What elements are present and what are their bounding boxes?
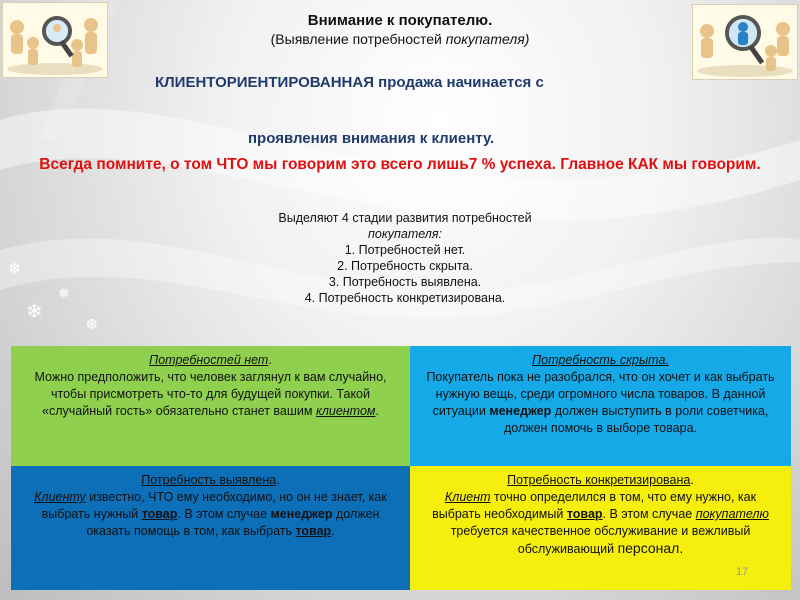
stage-item: 4. Потребность конкретизирована.	[304, 291, 506, 305]
stages-intro: Выделяют 4 стадии развития потребностей	[278, 211, 532, 225]
box-body	[23, 369, 398, 420]
slide-subtitle	[160, 30, 640, 48]
box-text: известно, ЧТО ему необходимо, но он не знает, как выбрать нужный	[41, 490, 387, 521]
box-text: . В этом случае	[177, 507, 271, 521]
box-heading	[23, 472, 398, 489]
product-link[interactable]: товар	[141, 507, 178, 521]
box-text: персонал.	[617, 540, 684, 556]
client-link[interactable]: Клиент	[444, 490, 491, 504]
stages-intro-italic: покупателя:	[368, 227, 442, 241]
slide-title: Внимание к покупателю.	[307, 12, 493, 29]
box-heading	[23, 352, 398, 369]
box-text: .	[375, 404, 379, 418]
client-link[interactable]: клиентом	[315, 404, 376, 418]
box-text: . В этом случае	[602, 507, 696, 521]
box-no-need	[11, 346, 410, 466]
box-body	[23, 489, 398, 540]
snowflake-icon: ❆	[86, 316, 98, 332]
red-note: Всегда помните, о том ЧТО мы говорим это всего лишь7 % успеха. Главное КАК мы говорим.	[39, 156, 761, 173]
headline-attention: проявления внимания к клиенту.	[248, 130, 495, 147]
box-heading-text: Потребность конкретизирована	[507, 473, 691, 487]
box-text: должен выступить в роли советчика, должен помочь в выборе товара.	[503, 404, 769, 435]
subtitle-italic: покупателя)	[445, 31, 530, 47]
page-number: 17	[736, 566, 749, 578]
stage-item: 3. Потребность выявлена.	[328, 275, 482, 289]
box-heading	[422, 472, 779, 489]
people-magnifier-illustration-left	[2, 2, 108, 78]
box-text: Покупатель пока не разобрался, что он хочет и как выбрать нужную вещь, среди огромного числа товаров. В данной ситуации	[426, 370, 775, 418]
box-heading-tail: .	[690, 473, 694, 487]
needs-stages	[210, 210, 600, 306]
subtitle-text: (Выявление потребностей	[270, 31, 446, 47]
box-body	[422, 369, 779, 437]
stage-item: 2. Потребность скрыта.	[337, 259, 473, 273]
box-revealed-need	[11, 466, 410, 590]
box-text: Можно предположить, что человек заглянул к вам случайно, чтобы присмотреть что-то для будущей покупки. Такой «случайный гость» обязательно станет вашим	[34, 370, 387, 418]
box-text: требуется качественное обслуживание и вежливый обслуживающий	[450, 524, 751, 556]
customer-link[interactable]: покупателю	[695, 507, 769, 521]
box-text: точно определился в том, что ему нужно, как выбрать необходимый	[432, 490, 757, 521]
box-heading	[422, 352, 779, 369]
box-text: .	[331, 524, 335, 538]
headline-client-oriented: КЛИЕНТОРИЕНТИРОВАННАЯ продажа начинается с	[155, 74, 544, 91]
product-link[interactable]: товар	[566, 507, 603, 521]
client-link[interactable]: Клиенту	[34, 490, 86, 504]
people-magnifier-illustration-right	[692, 4, 798, 80]
box-heading-text: Потребностей нет	[149, 353, 269, 367]
snowflake-icon: ❄	[26, 301, 43, 323]
manager-word: менеджер	[489, 404, 552, 418]
box-text: должен оказать помощь в том, как выбрать	[86, 507, 380, 538]
product-link[interactable]: товар	[295, 524, 332, 538]
box-heading-text: Потребность выявлена	[141, 473, 277, 487]
box-hidden-need	[410, 346, 791, 466]
slide-title-block	[160, 12, 640, 48]
box-specified-need	[410, 466, 791, 590]
box-body	[422, 489, 779, 558]
stage-item: 1. Потребностей нет.	[344, 243, 466, 257]
box-heading-tail: .	[276, 473, 280, 487]
snowflake-icon: ❅	[58, 285, 70, 301]
snowflake-icon: ❄	[8, 261, 22, 278]
manager-word: менеджер	[270, 507, 333, 521]
box-heading-tail: .	[268, 353, 272, 367]
box-heading-text: Потребность скрыта.	[532, 353, 669, 367]
